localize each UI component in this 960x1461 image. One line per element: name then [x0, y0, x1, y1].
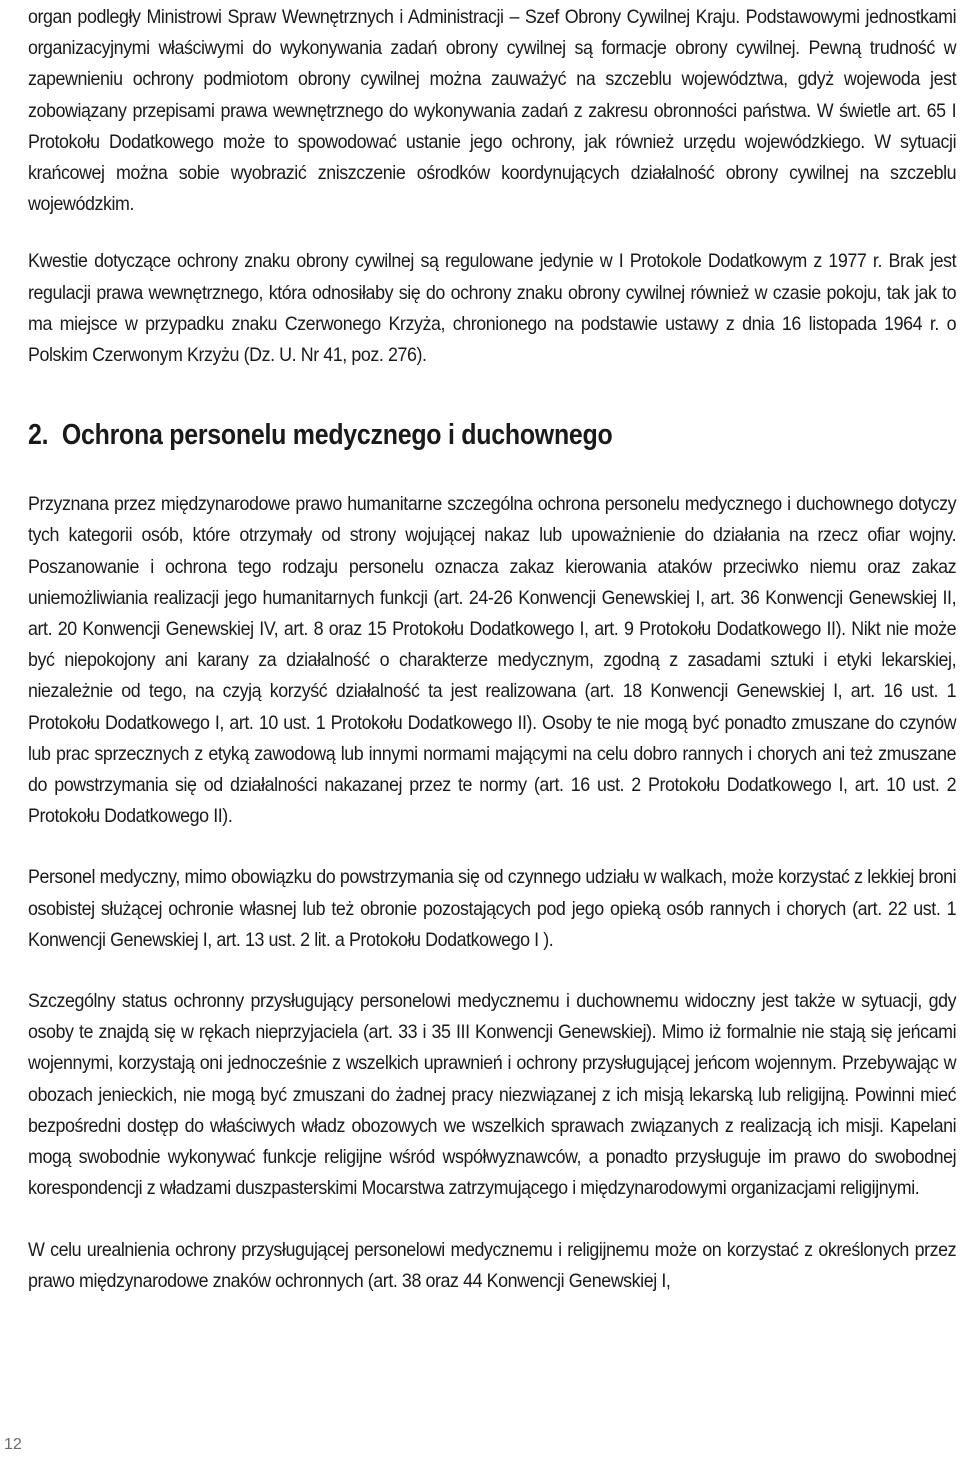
section-title: Ochrona personelu medycznego i duchownego [61, 419, 613, 452]
paragraph-enemy-hands-status: Szczególny status ochronny przysługujący personelowi medycznemu i duchownemu widoczny jest także w sytuacji, gdy osoby te znajdą się w rękach nieprzyjaciela (art. 33 i 35 III Konwencji Genewskiej). Mimo iż formalnie nie stają się jeńcami wojennymi, korzystają oni jednocześnie z wszelkich uprawnień i ochrony przysługującej jeńcom wojennym. Przebywając w obozach jenieckich, nie mogą być zmuszani do żadnej pracy niezwiązanej z ich misją lekarską lub religijną. Powinni mieć bezpośredni dostęp do właściwych władz obozowych we wszelkich sprawach związanych z realizacją ich misji. Kapelani mogą swobodnie wykonywać funkcje religijne wśród współwyznawców, a ponadto przysługuje im prawo do swobodnej korespondencji z władzami duszpasterskimi Mocarstwa zatrzymującego i międzynarodowymi organizacjami religijnymi. [28, 991, 957, 1200]
paragraph-civil-defence-sign: Kwestie dotyczące ochrony znaku obrony cywilnej są regulowane jedynie w I Protokole Dodatkowym z 1977 r. Brak jest regulacji prawa wewnętrznego, która odnosiłaby się do ochrony znaku obrony cywilnej również w czasie pokoju, tak jak to ma miejsce w przypadku znaku Czerwonego Krzyża, chronionego na podstawie ustawy z dnia 16 listopada 1964 r. o Polskim Czerwonym Krzyżu (Dz. U. Nr 41, poz. 276). [28, 251, 957, 367]
paragraph-special-protection: Przyznana przez międzynarodowe prawo humanitarne szczególna ochrona personelu medycznego i duchownego dotyczy tych kategorii osób, które otrzymały od strony wojującej nakaz lub upoważnienie do działania na rzecz ofiar wojny. Poszanowanie i ochrona tego rodzaju personelu oznacza zakaz kierowania ataków przeciwko niemu oraz zakaz uniemożliwiania realizacji jego humanitarnych funkcji (art. 24-26 Konwencji Genewskiej I, art. 36 Konwencji Genewskiej II, art. 20 Konwencji Genewskiej IV, art. 8 oraz 15 Protokołu Dodatkowego I, art. 9 Protokołu Dodatkowego II). Nikt nie może być niepokojony ani karany za działalność o charakterze medycznym, zgodną z zasadami sztuki i etyki lekarskiej, niezależnie od tego, na czyją korzyść działalność ta jest realizowana (art. 18 Konwencji Genewskiej I, art. 16 ust. 1 Protokołu Dodatkowego I, art. 10 ust. 1 Protokołu Dodatkowego II). Osoby te nie mogą być ponadto zmuszane do czynów lub prac sprzecznych z etyką zawodową lub innymi normami mającymi na celu dobro rannych i chorych ani też zmuszane do powstrzymania się od działalności nakazanej przez te normy (art. 16 ust. 2 Protokołu Dodatkowego I, art. 10 ust. 2 Protokołu Dodatkowego II). [28, 494, 957, 828]
page-number: 12 [4, 1436, 22, 1453]
paragraph-civil-defence-organ: organ podległy Ministrowi Spraw Wewnętrznych i Administracji – Szef Obrony Cywilnej Kraju. Podstawowymi jednostkami organizacyjnymi właściwymi do wykonywania zadań obrony cywilnej są formacje obrony cywilnej. Pewną trudność w zapewnieniu ochrony podmiotom obrony cywilnej można zauważyć na szczeblu województwa, gdyż wojewoda jest zobowiązany przepisami prawa wewnętrznego do wykonywania zadań z zakresu obronności państwa. W świetle art. 65 I Protokołu Dodatkowego może to spowodować ustanie jego ochrony, jak również urzędu wojewódzkiego. W sytuacji krańcowej można sobie wyobrazić zniszczenie ośrodków koordynujących działalność obrony cywilnej na szczeblu wojewódzkim. [28, 7, 957, 216]
document-page [28, 2, 956, 1297]
section-number: 2. [28, 419, 49, 452]
paragraph-medical-personnel-arms: Personel medyczny, mimo obowiązku do powstrzymania się od czynnego udziału w walkach, może korzystać z lekkiej broni osobistej służącej ochronie własnej lub też obronie pozostających pod jego opieką osób rannych i chorych (art. 22 ust. 1 Konwencji Genewskiej I, art. 13 ust. 2 lit. a Protokołu Dodatkowego I ). [28, 867, 957, 951]
paragraph-protective-signs: W celu urealnienia ochrony przysługującej personelowi medycznemu i religijnemu może on korzystać z określonych przez prawo międzynarodowe znaków ochronnych (art. 38 oraz 44 Konwencji Genewskiej I, [28, 1239, 957, 1292]
section-heading [28, 415, 826, 455]
